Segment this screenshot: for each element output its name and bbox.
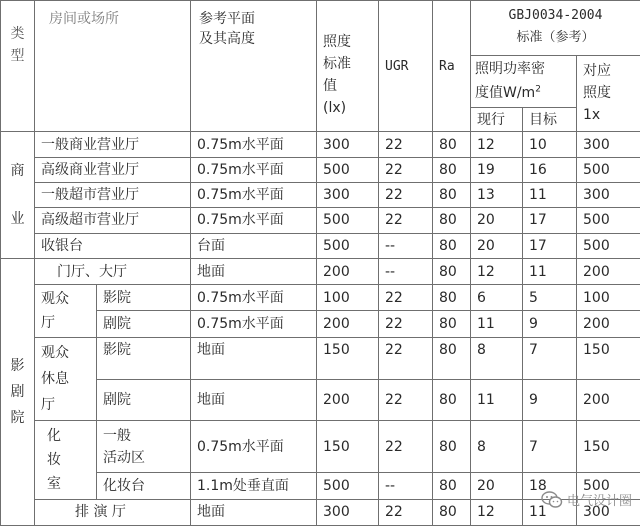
plane-cell: 1.1m处垂直面: [191, 473, 317, 499]
header-plane: [191, 1, 317, 132]
lux-cell: 200: [317, 258, 379, 284]
category-theater-char: 影: [10, 357, 25, 374]
lux-cell: 100: [317, 285, 379, 311]
lux-cell: 150: [317, 420, 379, 473]
header-plane-text: 参考平面 及其高度: [199, 11, 255, 47]
current-cell: 20: [471, 233, 523, 258]
header-room: [35, 1, 191, 132]
header-lux-text: 照度 标准 值 (lx): [323, 34, 351, 116]
group-audience: [35, 285, 97, 338]
header-current: 现行: [471, 108, 523, 132]
group-lounge-line: 观众: [41, 344, 69, 361]
header-ra-text: Ra: [439, 59, 455, 74]
ra-cell: 80: [433, 337, 471, 379]
plane-cell: 0.75m水平面: [191, 420, 317, 473]
current-cell: 19: [471, 157, 523, 182]
current-cell: 6: [471, 285, 523, 311]
ugr-cell: 22: [379, 208, 433, 233]
watermark-text: 电气设计圈: [566, 494, 632, 509]
sub-room-cell-text: 一般 活动区: [103, 427, 145, 466]
target-cell: 17: [523, 233, 577, 258]
header-type-text: 类 型: [10, 26, 25, 64]
lux-cell: 500: [317, 473, 379, 499]
corr-cell: 150: [577, 337, 640, 379]
ra-cell: 80: [433, 132, 471, 157]
plane-cell: 0.75m水平面: [191, 285, 317, 311]
ugr-cell: 22: [379, 337, 433, 379]
current-cell: 12: [471, 499, 523, 525]
corr-cell: 500: [577, 157, 640, 182]
category-theater: [1, 258, 35, 525]
ugr-cell: 22: [379, 157, 433, 182]
table-row: [1, 380, 640, 420]
header-corr-text: 对应 照度 1x: [583, 62, 611, 123]
ra-cell: 80: [433, 183, 471, 208]
table-row: [1, 311, 640, 337]
ugr-cell: 22: [379, 285, 433, 311]
header-lux: [317, 1, 379, 132]
header-room-text: 房间或场所: [49, 11, 119, 27]
plane-cell: 台面: [191, 233, 317, 258]
corr-cell: 150: [577, 420, 640, 473]
corr-cell: 100: [577, 285, 640, 311]
corr-cell: 500: [577, 473, 640, 499]
room-cell: [35, 499, 191, 525]
ugr-cell: 22: [379, 132, 433, 157]
lux-cell: 200: [317, 380, 379, 420]
sub-room-cell: 剧院: [97, 380, 191, 420]
plane-cell: 地面: [191, 337, 317, 379]
wechat-icon: [541, 491, 563, 509]
table-row: [1, 208, 640, 233]
sub-room-cell: 影院: [97, 337, 191, 379]
current-cell: 12: [471, 132, 523, 157]
table-row: [1, 132, 640, 157]
header-ugr: [379, 1, 433, 132]
current-cell: 11: [471, 380, 523, 420]
target-cell: 18: [523, 473, 577, 499]
plane-cell: 地面: [191, 499, 317, 525]
ugr-cell: 22: [379, 420, 433, 473]
ugr-cell: --: [379, 258, 433, 284]
sub-room-cell: 化妆台: [97, 473, 191, 499]
current-cell: 12: [471, 258, 523, 284]
corr-cell: 300: [577, 132, 640, 157]
ugr-cell: --: [379, 233, 433, 258]
target-cell: 5: [523, 285, 577, 311]
ra-cell: 80: [433, 157, 471, 182]
ugr-cell: --: [379, 473, 433, 499]
target-cell: 7: [523, 337, 577, 379]
group-audience-line: 厅: [41, 314, 55, 331]
header-lpd-text: 照明功率密 度值W/m: [475, 61, 545, 102]
group-lounge-line: 休息: [41, 370, 69, 387]
header-ugr-text: UGR: [385, 59, 409, 74]
group-dressing: [35, 420, 97, 499]
ra-cell: 80: [433, 380, 471, 420]
current-cell: 13: [471, 183, 523, 208]
category-commerce: [1, 132, 35, 258]
table-row: [1, 285, 640, 311]
ra-cell: 80: [433, 285, 471, 311]
ra-cell: 80: [433, 311, 471, 337]
corr-cell: 200: [577, 311, 640, 337]
sub-room-cell: 影院: [97, 285, 191, 311]
target-cell: 16: [523, 157, 577, 182]
current-cell: 20: [471, 473, 523, 499]
target-cell: 7: [523, 420, 577, 473]
lux-cell: 500: [317, 233, 379, 258]
category-theater-char: 剧: [10, 383, 25, 400]
lux-cell: 300: [317, 132, 379, 157]
target-cell: 9: [523, 311, 577, 337]
header-target: 目标: [523, 108, 577, 132]
corr-cell: 200: [577, 258, 640, 284]
plane-cell: 地面: [191, 380, 317, 420]
sub-room-cell: [97, 420, 191, 473]
current-cell: 20: [471, 208, 523, 233]
room-cell: 收银台: [35, 233, 191, 258]
room-cell: 一般商业营业厅: [35, 132, 191, 157]
ra-cell: 80: [433, 233, 471, 258]
table-row: [1, 258, 640, 284]
group-lounge: [35, 337, 97, 420]
corr-cell: 500: [577, 208, 640, 233]
room-cell-text: 门厅、大厅: [57, 263, 127, 280]
category-commerce-char: 商: [10, 163, 25, 180]
plane-cell: 0.75m水平面: [191, 157, 317, 182]
ra-cell: 80: [433, 473, 471, 499]
header-gbj: [471, 1, 640, 56]
group-lounge-line: 厅: [41, 396, 55, 413]
lux-cell: 500: [317, 208, 379, 233]
table-row: [1, 183, 640, 208]
group-dressing-line: 妆: [47, 451, 61, 468]
target-cell: 11: [523, 258, 577, 284]
lux-cell: 200: [317, 311, 379, 337]
ra-cell: 80: [433, 258, 471, 284]
category-commerce-char: 业: [10, 211, 25, 228]
ugr-cell: 22: [379, 499, 433, 525]
header-row-1: [1, 1, 640, 56]
group-dressing-line: 室: [47, 475, 61, 492]
header-type: [1, 1, 35, 132]
watermark: [541, 490, 632, 509]
corr-cell: 500: [577, 233, 640, 258]
ugr-cell: 22: [379, 311, 433, 337]
lux-cell: 150: [317, 337, 379, 379]
plane-cell: 0.75m水平面: [191, 183, 317, 208]
current-cell: 11: [471, 311, 523, 337]
corr-cell: 300: [577, 499, 640, 525]
table-row: [1, 157, 640, 182]
room-cell: [35, 258, 191, 284]
ugr-cell: 22: [379, 380, 433, 420]
header-lpd-sup: 2: [535, 84, 541, 95]
header-corr: [577, 55, 640, 132]
corr-cell: 200: [577, 380, 640, 420]
room-cell: 高级商业营业厅: [35, 157, 191, 182]
plane-cell: 地面: [191, 258, 317, 284]
table-row: [1, 420, 640, 473]
plane-cell: 0.75m水平面: [191, 311, 317, 337]
target-cell: 11: [523, 499, 577, 525]
current-cell: 8: [471, 337, 523, 379]
ra-cell: 80: [433, 208, 471, 233]
ra-cell: 80: [433, 420, 471, 473]
lux-cell: 300: [317, 183, 379, 208]
group-audience-line: 观众: [41, 290, 69, 307]
target-cell: 10: [523, 132, 577, 157]
table-row: [1, 233, 640, 258]
room-cell-text: 排 演 厅: [75, 504, 126, 521]
header-ra: [433, 1, 471, 132]
lux-cell: 300: [317, 499, 379, 525]
header-lpd: [471, 55, 577, 108]
ugr-cell: 22: [379, 183, 433, 208]
corr-cell: 300: [577, 183, 640, 208]
target-cell: 11: [523, 183, 577, 208]
group-dressing-line: 化: [47, 427, 61, 444]
plane-cell: 0.75m水平面: [191, 208, 317, 233]
table-row: [1, 337, 640, 379]
ra-cell: 80: [433, 499, 471, 525]
plane-cell: 0.75m水平面: [191, 132, 317, 157]
target-cell: 9: [523, 380, 577, 420]
sub-room-cell: 剧院: [97, 311, 191, 337]
room-cell: 一般超市营业厅: [35, 183, 191, 208]
header-gbj-text: GBJ0034-2004 标准（参考）: [508, 8, 603, 45]
lux-cell: 500: [317, 157, 379, 182]
target-cell: 17: [523, 208, 577, 233]
category-theater-char: 院: [10, 409, 25, 426]
current-cell: 8: [471, 420, 523, 473]
room-cell: 高级超市营业厅: [35, 208, 191, 233]
